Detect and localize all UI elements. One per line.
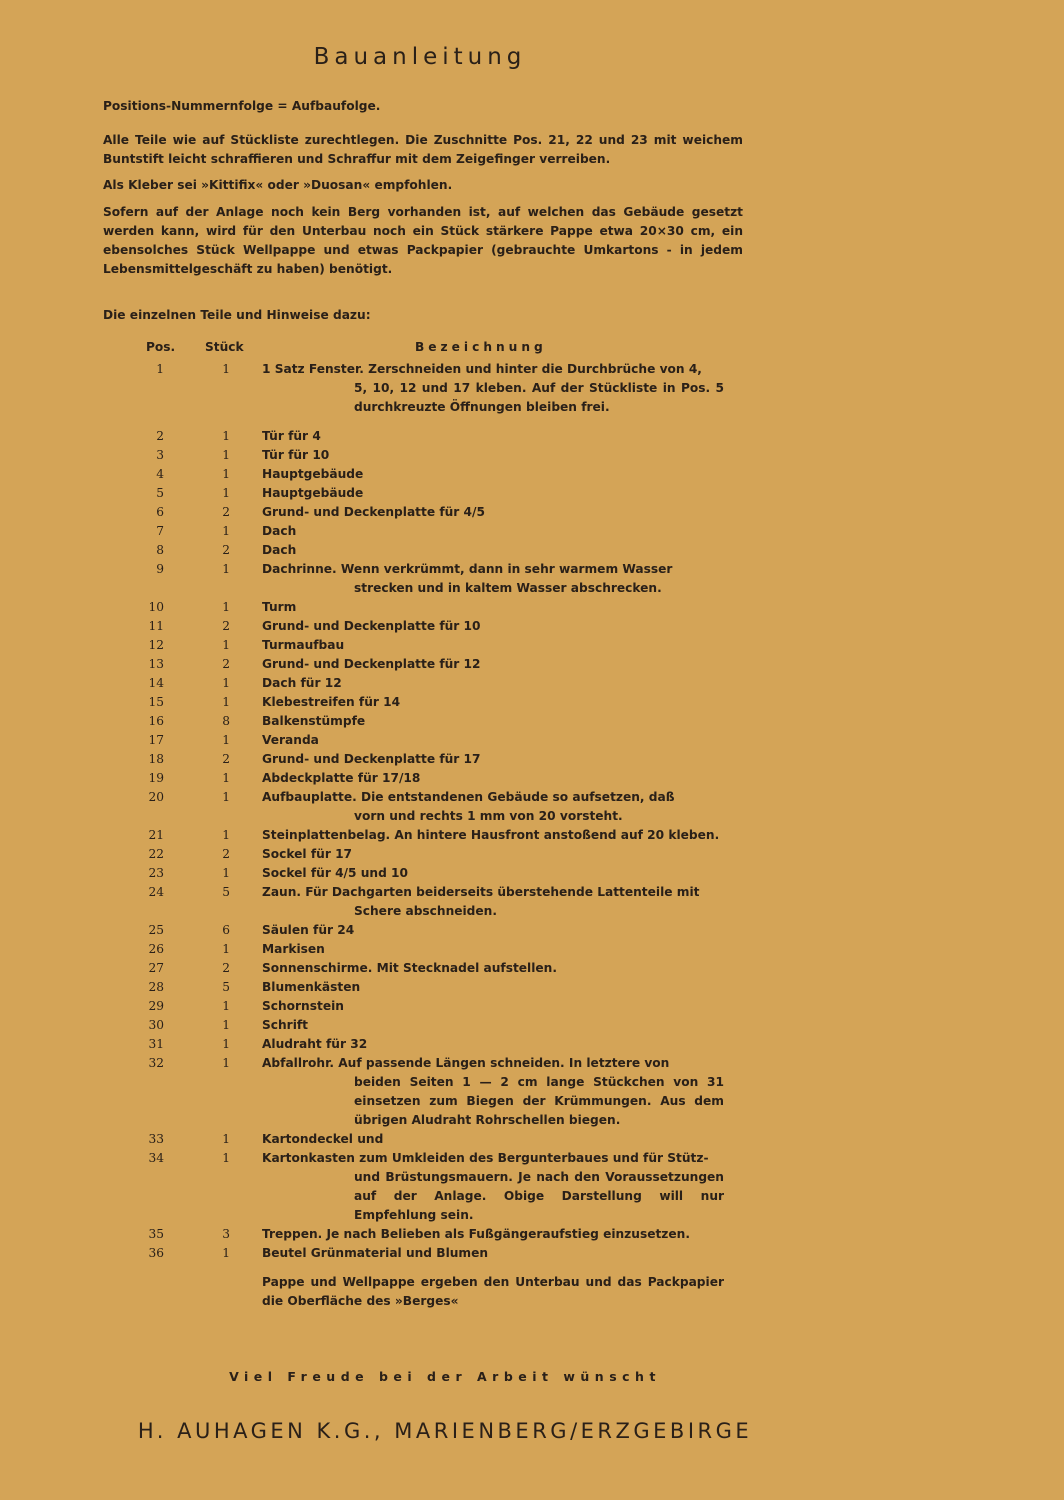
table-row [0,465,1064,484]
row-description [262,826,724,845]
table-row [0,845,1064,864]
row-description [262,541,724,560]
row-qty: 1 [222,486,230,500]
table-row [0,655,1064,674]
table-row [0,1035,1064,1054]
page-title: Bauanleitung [313,44,527,70]
row-description-text: Turm [262,600,297,614]
row-description-text: Zaun. Für Dachgarten beiderseits überstehende Lattenteile mit [262,885,700,899]
row-qty: 1 [222,562,230,576]
row-qty: 1 [222,429,230,443]
row-pos: 18 [148,752,164,766]
row-description [262,522,724,541]
table-row [0,560,1064,598]
row-qty: 1 [222,600,230,614]
table-row [0,1054,1064,1130]
table-row [0,788,1064,826]
row-description-continuation: und Brüstungsmauern. Je nach den Voraussetzungen auf der Anlage. Obige Darstellung will nur Empfehlung sein. [354,1170,724,1222]
table-row [0,997,1064,1016]
table-row [0,712,1064,731]
row-description [262,484,724,503]
row-description-text: Turmaufbau [262,638,345,652]
table-row [0,674,1064,693]
row-description-text: Aufbauplatte. Die entstandenen Gebäude so aufsetzen, daß [262,790,675,804]
row-pos: 6 [156,505,164,519]
table-row [0,750,1064,769]
col-header-desc: Bezeichnung [415,340,547,354]
row-description [262,446,724,465]
table-row [0,769,1064,788]
row-description-text: Veranda [262,733,319,747]
row-pos: 10 [148,600,164,614]
parts-heading: Die einzelnen Teile und Hinweise dazu: [103,308,371,322]
row-description [262,712,724,731]
row-pos: 14 [148,676,164,690]
row-pos: 17 [148,733,164,747]
intro-paragraph-1: Alle Teile wie auf Stückliste zurechtlegen. Die Zuschnitte Pos. 21, 22 und 23 mit weichem Buntstift leicht schraffieren und Schraffur mit dem Zeigefinger verreiben. [103,133,743,166]
row-qty: 2 [222,505,230,519]
row-pos: 5 [156,486,164,500]
table-row [0,883,1064,921]
row-qty: 1 [222,695,230,709]
row-description-continuation: 5, 10, 12 und 17 kleben. Auf der Stückliste in Pos. 5 durchkreuzte Öffnungen bleiben frei. [354,381,724,414]
table-row [0,978,1064,997]
table-row [0,522,1064,541]
row-description-text: Tür für 4 [262,429,321,443]
row-pos: 16 [148,714,164,728]
row-qty: 1 [222,771,230,785]
row-description-continuation: Schere abschneiden. [354,904,497,918]
row-description [262,1149,724,1225]
row-description [262,845,724,864]
row-qty: 2 [222,619,230,633]
table-row [0,1149,1064,1225]
row-pos: 31 [148,1037,164,1051]
table-row [0,921,1064,940]
row-qty: 1 [222,1246,230,1260]
row-qty: 1 [222,999,230,1013]
row-description [262,1244,724,1263]
row-pos: 29 [148,999,164,1013]
table-row [0,693,1064,712]
row-pos: 11 [148,619,164,633]
table-row [0,731,1064,750]
row-qty: 1 [222,1132,230,1146]
row-qty: 8 [222,714,230,728]
row-description [262,1054,724,1130]
table-row [0,864,1064,883]
row-description [262,997,724,1016]
row-description-text: Dach [262,543,297,557]
row-description-text: Kartondeckel und [262,1132,384,1146]
col-header-qty: Stück [205,340,244,354]
row-description [262,959,724,978]
row-qty: 5 [222,980,230,994]
company-name: H. AUHAGEN K.G., MARIENBERG/ERZGEBIRGE [137,1419,753,1443]
row-description-text: Grund- und Deckenplatte für 12 [262,657,481,671]
row-pos: 35 [148,1227,164,1241]
row-description [262,864,724,883]
table-row [0,360,1064,417]
table-row [0,1273,1064,1311]
row-description-text: Treppen. Je nach Belieben als Fußgängeraufstieg einzusetzen. [262,1227,690,1241]
row-qty: 1 [222,828,230,842]
row-qty: 1 [222,866,230,880]
row-description-text: Blumenkästen [262,980,361,994]
intro-paragraph-3: Sofern auf der Anlage noch kein Berg vorhanden ist, auf welchen das Gebäude gesetzt werden kann, wird für den Unterbau noch ein Stück stärkere Pappe etwa 20×30 cm, ein ebensolches Stück Wellpappe und etwas Packpapier (gebrauchte Umkartons - in jedem Lebensmittelgeschäft zu haben) benötigt. [103,205,743,276]
row-description-continuation: beiden Seiten 1 — 2 cm lange Stückchen von 31 einsetzen zum Biegen der Krümmungen. Aus dem übrigen Aludraht Rohrschellen biegen. [354,1075,724,1127]
row-qty: 1 [222,790,230,804]
row-qty: 2 [222,752,230,766]
row-qty: 1 [222,638,230,652]
row-qty: 1 [222,676,230,690]
row-description [262,427,724,446]
table-row [0,484,1064,503]
row-description-text: Markisen [262,942,325,956]
row-pos: 32 [148,1056,164,1070]
row-pos: 26 [148,942,164,956]
table-row [0,1130,1064,1149]
row-description-text: Beutel Grünmaterial und Blumen [262,1246,489,1260]
row-description-text: Sockel für 17 [262,847,353,861]
table-row [0,541,1064,560]
row-description [262,560,724,598]
row-qty: 1 [222,1037,230,1051]
row-description-text: Abdeckplatte für 17/18 [262,771,421,785]
row-description [262,465,724,484]
parts-table [0,360,1064,1311]
row-description-text: Dachrinne. Wenn verkrümmt, dann in sehr warmem Wasser [262,562,673,576]
row-qty: 2 [222,657,230,671]
row-pos: 7 [156,524,164,538]
row-qty: 2 [222,847,230,861]
row-description [262,1225,724,1244]
row-pos: 28 [148,980,164,994]
table-row [0,1016,1064,1035]
row-pos: 19 [148,771,164,785]
col-header-pos: Pos. [146,340,176,354]
row-description [262,655,724,674]
table-row [0,826,1064,845]
row-pos: 13 [148,657,164,671]
row-pos: 20 [148,790,164,804]
row-description-text: Dach [262,524,297,538]
table-row [0,617,1064,636]
row-description-text: Klebestreifen für 14 [262,695,401,709]
row-description [262,731,724,750]
row-description-text: Grund- und Deckenplatte für 17 [262,752,481,766]
row-description [262,1035,724,1054]
row-description-text: Grund- und Deckenplatte für 4/5 [262,505,485,519]
row-qty: 1 [222,448,230,462]
row-description-text: Pappe und Wellpappe ergeben den Unterbau und das Packpapier die Oberfläche des »Berges« [262,1275,724,1308]
table-row [0,940,1064,959]
row-description-text: Abfallrohr. Auf passende Längen schneiden. In letztere von [262,1056,670,1070]
row-description-text: Sonnenschirme. Mit Stecknadel aufstellen. [262,961,557,975]
row-description-continuation: strecken und in kaltem Wasser abschrecken. [354,581,662,595]
row-qty: 2 [222,543,230,557]
row-description [262,940,724,959]
row-pos: 1 [156,362,164,376]
row-qty: 1 [222,362,230,376]
row-description-text: Steinplattenbelag. An hintere Hausfront anstoßend auf 20 kleben. [262,828,720,842]
row-qty: 1 [222,1151,230,1165]
row-qty: 1 [222,1018,230,1032]
row-description-text: Balkenstümpfe [262,714,366,728]
row-description-text: Schrift [262,1018,308,1032]
row-pos: 34 [148,1151,164,1165]
row-description [262,921,724,940]
row-qty: 1 [222,733,230,747]
table-row [0,446,1064,465]
table-row [0,1244,1064,1263]
row-description [262,693,724,712]
row-qty: 1 [222,524,230,538]
row-description-text: Sockel für 4/5 und 10 [262,866,409,880]
row-qty: 6 [222,923,230,937]
row-description-text: Dach für 12 [262,676,342,690]
row-description-text: Hauptgebäude [262,486,364,500]
row-pos: 33 [148,1132,164,1146]
row-pos: 12 [148,638,164,652]
row-qty: 1 [222,467,230,481]
table-row [0,503,1064,522]
row-description [262,360,724,417]
row-description-text: Tür für 10 [262,448,330,462]
table-row [0,959,1064,978]
row-description [262,617,724,636]
row-pos: 3 [156,448,164,462]
row-description [262,1016,724,1035]
row-pos: 24 [148,885,164,899]
row-qty: 1 [222,942,230,956]
table-row [0,1225,1064,1244]
row-description [262,788,724,826]
row-pos: 15 [148,695,164,709]
closing-line: Viel Freude bei der Arbeit wünscht [229,1369,661,1384]
row-description [262,503,724,522]
row-description [262,1130,724,1149]
row-description [262,883,724,921]
row-description [262,598,724,617]
row-description-text: Grund- und Deckenplatte für 10 [262,619,481,633]
row-pos: 8 [156,543,164,557]
row-description [262,636,724,655]
row-pos: 21 [148,828,164,842]
table-row [0,598,1064,617]
row-pos: 4 [156,467,164,481]
row-description-text: Säulen für 24 [262,923,355,937]
row-description [262,1273,724,1311]
row-qty: 3 [222,1227,230,1241]
row-pos: 30 [148,1018,164,1032]
row-pos: 22 [148,847,164,861]
row-qty: 1 [222,1056,230,1070]
row-description-text: Schornstein [262,999,344,1013]
row-description-text: Aludraht für 32 [262,1037,368,1051]
row-description-text: Hauptgebäude [262,467,364,481]
row-pos: 23 [148,866,164,880]
row-pos: 27 [148,961,164,975]
intro-heading: Positions-Nummernfolge = Aufbaufolge. [103,99,381,113]
row-pos: 36 [148,1246,164,1260]
row-description [262,674,724,693]
row-description [262,750,724,769]
intro-paragraph-2: Als Kleber sei »Kittifix« oder »Duosan« empfohlen. [103,178,453,192]
row-qty: 5 [222,885,230,899]
row-description [262,769,724,788]
row-pos: 25 [148,923,164,937]
table-row [0,636,1064,655]
row-description-text: Kartonkasten zum Umkleiden des Bergunterbaues und für Stütz- [262,1151,709,1165]
row-description [262,978,724,997]
table-row [0,427,1064,446]
row-pos: 9 [156,562,164,576]
row-description-text: 1 Satz Fenster. Zerschneiden und hinter die Durchbrüche von 4, [262,362,702,376]
row-description-continuation: vorn und rechts 1 mm von 20 vorsteht. [354,809,623,823]
row-qty: 2 [222,961,230,975]
row-pos: 2 [156,429,164,443]
